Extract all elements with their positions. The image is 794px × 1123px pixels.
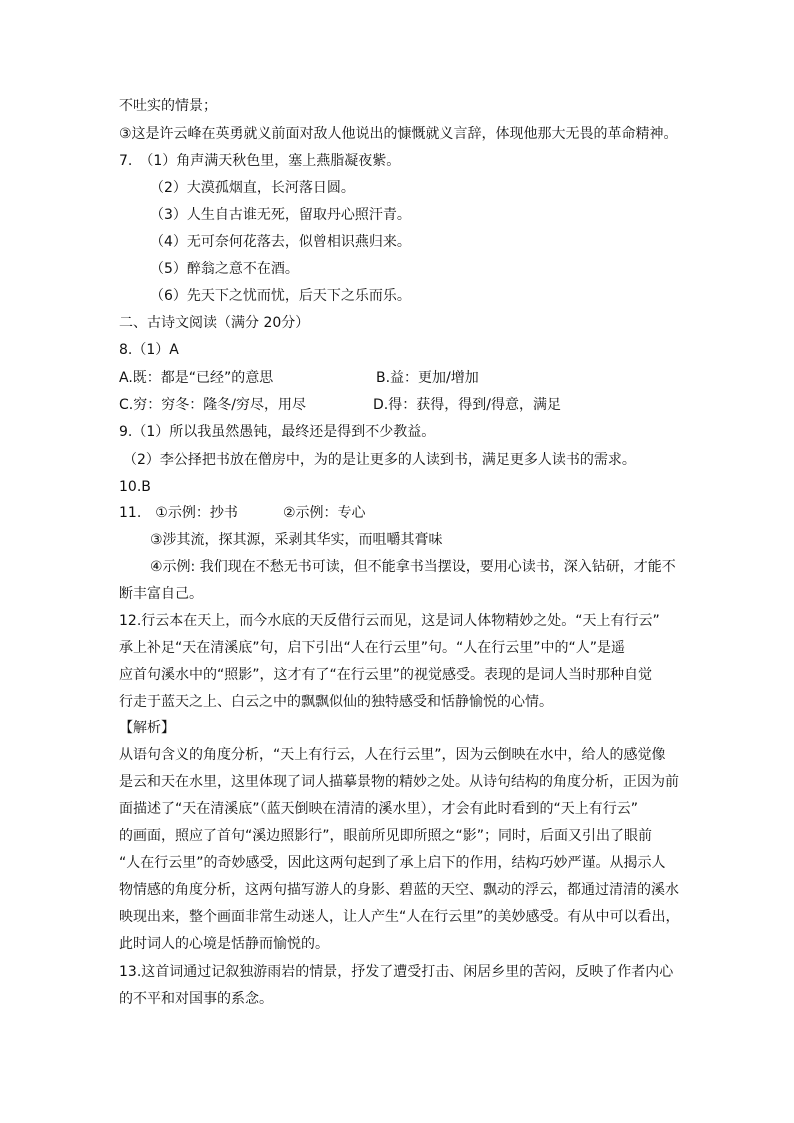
option-b: B.益：更加/增加 bbox=[376, 370, 479, 386]
text-line: 10.B bbox=[119, 479, 151, 495]
option-a: A.既：都是“已经”的意思 bbox=[119, 370, 274, 386]
text-line: 行走于蓝天之上、白云之中的飘飘似仙的独特感受和恬静愉悦的心情。 bbox=[119, 694, 553, 710]
text-line: 8.（1）A bbox=[119, 342, 179, 358]
text-line: 7. （1）角声满天秋色里，塞上燕脂凝夜紫。 bbox=[119, 153, 401, 169]
option-c: C.穷：穷冬：隆冬/穷尽，用尽 bbox=[119, 397, 306, 413]
text-line: 的不平和对国事的系念。 bbox=[119, 991, 273, 1007]
text-line: ③涉其流，探其源，采剥其华实，而咀嚼其膏味 bbox=[150, 532, 443, 548]
text-line: 9.（1）所以我虽然愚钝，最终还是得到不少教益。 bbox=[119, 424, 436, 440]
answer-11-part2: ②示例：专心 bbox=[283, 505, 366, 521]
text-line: 映现出来，整个画面非常生动迷人，让人产生“人在行云里”的美妙感受。有从中可以看出， bbox=[119, 909, 680, 925]
section-heading: 二、古诗文阅读（满分 20分） bbox=[119, 315, 310, 331]
answer-11-part1: 11. ①示例：抄书 bbox=[119, 505, 238, 521]
text-line: 的画面，照应了首句“溪边照影行”，眼前所见即所照之“影”；同时，后面又引出了眼前 bbox=[119, 828, 653, 844]
text-line: 承上补足“天在清溪底”句，启下引出“人在行云里”句。“人在行云里”中的“人”是遥 bbox=[119, 640, 626, 656]
text-line: 是云和天在水里，这里体现了词人描摹景物的精妙之处。从诗句结构的角度分析，正因为前 bbox=[119, 774, 679, 790]
text-line: 应首句溪水中的“照影”，这才有了“在行云里”的视觉感受。表现的是词人当时那种自觉 bbox=[119, 667, 653, 683]
text-line: 断丰富自己。 bbox=[119, 586, 203, 602]
text-line: 不吐实的情景； bbox=[119, 98, 217, 114]
text-line: （4）无可奈何花落去，似曾相识燕归来。 bbox=[150, 234, 411, 250]
text-line: （2）李公择把书放在僧房中，为的是让更多的人读到书，满足更多人读书的需求。 bbox=[123, 452, 636, 468]
text-line: （6）先天下之忧而忧，后天下之乐而乐。 bbox=[150, 288, 411, 304]
text-line: （5）醉翁之意不在酒。 bbox=[150, 261, 299, 277]
option-d: D.得：获得，得到/得意，满足 bbox=[373, 397, 561, 413]
text-line: “人在行云里”的奇妙感受，因此这两句起到了承上启下的作用，结构巧妙严谨。从揭示人 bbox=[119, 855, 666, 871]
text-line: ③这是许云峰在英勇就义前面对敌人他说出的慷慨就义言辞，体现他那大无畏的革命精神。 bbox=[119, 126, 678, 142]
text-line: 此时词人的心境是恬静而愉悦的。 bbox=[119, 936, 329, 952]
text-line: ④示例: 我们现在不愁无书可读，但不能拿书当摆设，要用心读书，深入钻研，才能不 bbox=[150, 559, 676, 575]
text-line: 12.行云本在天上，而今水底的天反借行云而见，这是词人体物精妙之处。“天上有行云” bbox=[119, 613, 660, 629]
text-line: 面描述了“天在清溪底”（蓝天倒映在清清的溪水里），才会有此时看到的“天上有行云” bbox=[119, 801, 639, 817]
text-line: 物情感的角度分析，这两句描写游人的身影、碧蓝的天空、飘动的浮云，都通过清清的溪水 bbox=[119, 882, 679, 898]
text-line: （2）大漠孤烟直，长河落日圆。 bbox=[150, 180, 355, 196]
text-line: 从语句含义的角度分析，“天上有行云，人在行云里”，因为云倒映在水中，给人的感觉像 bbox=[119, 747, 666, 763]
analysis-heading: 【解析】 bbox=[119, 720, 175, 736]
text-line: 13.这首词通过记叙独游雨岩的情景，抒发了遭受打击、闲居乡里的苦闷，反映了作者内心 bbox=[119, 964, 674, 980]
text-line: （3）人生自古谁无死，留取丹心照汗青。 bbox=[150, 207, 411, 223]
